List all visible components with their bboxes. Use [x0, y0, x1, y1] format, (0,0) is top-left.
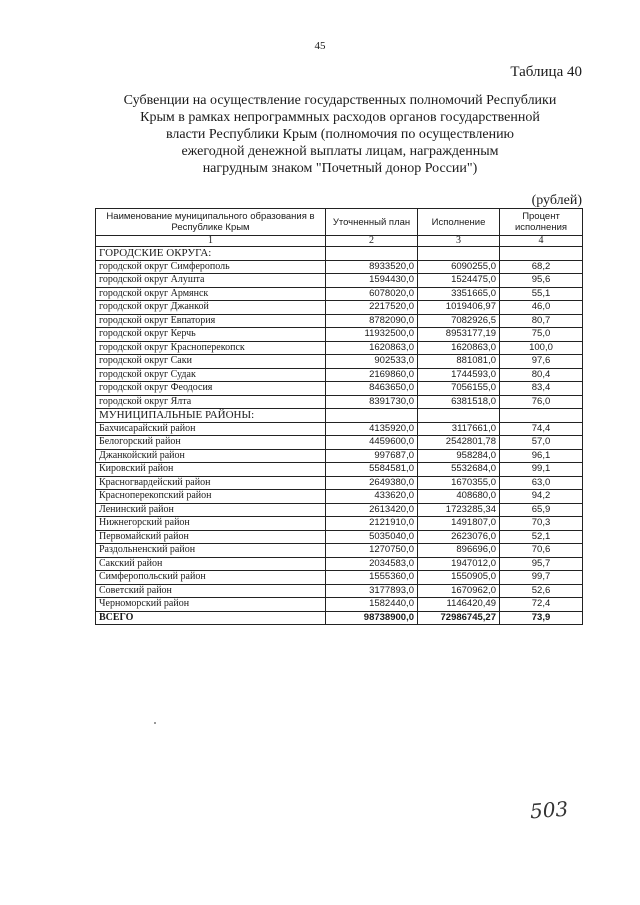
- row-name: Ленинский район: [96, 503, 326, 517]
- table-row: [96, 314, 583, 328]
- row-exec: 7056155,0: [418, 382, 500, 396]
- row-pct: 74,4: [500, 422, 583, 436]
- row-plan: 2034583,0: [326, 557, 418, 571]
- document-title: [100, 92, 580, 177]
- title-line: власти Республики Крым (полномочия по осуществлению: [165, 127, 515, 142]
- row-pct: 80,4: [500, 368, 583, 382]
- units-label: (рублей): [531, 193, 582, 208]
- row-exec: 1723285,34: [418, 503, 500, 517]
- table-row: [96, 557, 583, 571]
- row-pct: 57,0: [500, 436, 583, 450]
- row-pct: 70,6: [500, 544, 583, 558]
- header-pct: Процент исполнения: [500, 209, 583, 236]
- row-name: городской округ Керчь: [96, 328, 326, 342]
- row-exec: 1524475,0: [418, 274, 500, 288]
- row-name: ВСЕГО: [96, 611, 326, 625]
- table-row: [96, 463, 583, 477]
- row-exec: 72986745,27: [418, 611, 500, 625]
- row-exec: 6381518,0: [418, 395, 500, 409]
- row-plan: 8463650,0: [326, 382, 418, 396]
- row-exec: 881081,0: [418, 355, 500, 369]
- row-exec: 1670355,0: [418, 476, 500, 490]
- row-exec: 1670962,0: [418, 584, 500, 598]
- row-exec: 1947012,0: [418, 557, 500, 571]
- row-name: Кировский район: [96, 463, 326, 477]
- row-name: городской округ Судак: [96, 368, 326, 382]
- row-plan: 5035040,0: [326, 530, 418, 544]
- row-pct: 65,9: [500, 503, 583, 517]
- row-plan: 3177893,0: [326, 584, 418, 598]
- row-plan: 8782090,0: [326, 314, 418, 328]
- row-name: городской округ Джанкой: [96, 301, 326, 315]
- column-number: 3: [418, 236, 500, 247]
- row-plan: 1555360,0: [326, 571, 418, 585]
- row-plan: 902533,0: [326, 355, 418, 369]
- row-plan: 8933520,0: [326, 260, 418, 274]
- row-name: городской округ Армянск: [96, 287, 326, 301]
- row-plan: 2169860,0: [326, 368, 418, 382]
- column-number: 1: [96, 236, 326, 247]
- row-exec: 1620863,0: [418, 341, 500, 355]
- row-pct: 46,0: [500, 301, 583, 315]
- row-pct: 72,4: [500, 598, 583, 612]
- title-line: Крым в рамках непрограммных расходов органов государственной: [140, 110, 540, 125]
- row-pct: 83,4: [500, 382, 583, 396]
- table-row: [96, 395, 583, 409]
- empty-cell: [326, 247, 418, 261]
- page-number: 45: [314, 40, 326, 52]
- table-row: [96, 584, 583, 598]
- table-row: [96, 544, 583, 558]
- row-name: Красноперекопский район: [96, 490, 326, 504]
- row-plan: 2121910,0: [326, 517, 418, 531]
- table-row: [96, 449, 583, 463]
- table-row: [96, 260, 583, 274]
- empty-cell: [326, 409, 418, 423]
- row-plan: 1270750,0: [326, 544, 418, 558]
- row-pct: 70,3: [500, 517, 583, 531]
- row-exec: 408680,0: [418, 490, 500, 504]
- row-exec: 1491807,0: [418, 517, 500, 531]
- row-exec: 1019406,97: [418, 301, 500, 315]
- table-row: [96, 301, 583, 315]
- table-row: [96, 436, 583, 450]
- table-label: Таблица 40: [510, 64, 582, 80]
- row-pct: 63,0: [500, 476, 583, 490]
- row-exec: 2623076,0: [418, 530, 500, 544]
- row-exec: 3117661,0: [418, 422, 500, 436]
- row-name: городской округ Красноперекопск: [96, 341, 326, 355]
- row-pct: 95,6: [500, 274, 583, 288]
- row-pct: 52,1: [500, 530, 583, 544]
- empty-cell: [500, 409, 583, 423]
- row-name: Белогорский район: [96, 436, 326, 450]
- empty-cell: [418, 409, 500, 423]
- section-heading: ГОРОДСКИЕ ОКРУГА:: [96, 247, 326, 261]
- row-exec: 2542801,78: [418, 436, 500, 450]
- row-pct: 68,2: [500, 260, 583, 274]
- column-number: 4: [500, 236, 583, 247]
- total-row: [96, 611, 583, 625]
- column-number-row: [96, 236, 583, 247]
- row-plan: 997687,0: [326, 449, 418, 463]
- row-name: городской округ Ялта: [96, 395, 326, 409]
- header-exec: Исполнение: [418, 209, 500, 236]
- table-row: [96, 355, 583, 369]
- table-body: [96, 236, 583, 625]
- row-name: городской округ Саки: [96, 355, 326, 369]
- table-row: [96, 503, 583, 517]
- table-row: [96, 274, 583, 288]
- table-row: [96, 517, 583, 531]
- row-pct: 73,9: [500, 611, 583, 625]
- row-name: Советский район: [96, 584, 326, 598]
- row-exec: 3351665,0: [418, 287, 500, 301]
- row-plan: 6078020,0: [326, 287, 418, 301]
- table-row: [96, 476, 583, 490]
- row-pct: 75,0: [500, 328, 583, 342]
- empty-cell: [418, 247, 500, 261]
- row-name: Нижнегорский район: [96, 517, 326, 531]
- empty-cell: [500, 247, 583, 261]
- subventions-table: [95, 208, 583, 625]
- row-name: Бахчисарайский район: [96, 422, 326, 436]
- row-name: городской округ Симферополь: [96, 260, 326, 274]
- row-exec: 7082926,5: [418, 314, 500, 328]
- row-exec: 1146420,49: [418, 598, 500, 612]
- row-plan: 11932500,0: [326, 328, 418, 342]
- row-plan: 2613420,0: [326, 503, 418, 517]
- row-name: городской округ Алушта: [96, 274, 326, 288]
- row-pct: 97,6: [500, 355, 583, 369]
- row-exec: 958284,0: [418, 449, 500, 463]
- table-row: [96, 382, 583, 396]
- section-row: [96, 247, 583, 261]
- row-exec: 8953177,19: [418, 328, 500, 342]
- row-name: Сакский район: [96, 557, 326, 571]
- header-name: Наименование муниципального образования в Республике Крым: [96, 209, 326, 236]
- row-plan: 8391730,0: [326, 395, 418, 409]
- row-pct: 99,1: [500, 463, 583, 477]
- column-number: 2: [326, 236, 418, 247]
- row-exec: 5532684,0: [418, 463, 500, 477]
- row-plan: 98738900,0: [326, 611, 418, 625]
- row-pct: 100,0: [500, 341, 583, 355]
- row-name: городской округ Евпатория: [96, 314, 326, 328]
- row-pct: 80,7: [500, 314, 583, 328]
- table-row: [96, 422, 583, 436]
- table-row: [96, 598, 583, 612]
- table-row: [96, 287, 583, 301]
- row-name: городской округ Феодосия: [96, 382, 326, 396]
- row-name: Первомайский район: [96, 530, 326, 544]
- section-heading: МУНИЦИПАЛЬНЫЕ РАЙОНЫ:: [96, 409, 326, 423]
- row-pct: 95,7: [500, 557, 583, 571]
- row-pct: 96,1: [500, 449, 583, 463]
- section-row: [96, 409, 583, 423]
- row-exec: 896696,0: [418, 544, 500, 558]
- table-row: [96, 490, 583, 504]
- row-plan: 2649380,0: [326, 476, 418, 490]
- scan-speck: [154, 722, 156, 724]
- row-plan: 4459600,0: [326, 436, 418, 450]
- row-name: Черноморский район: [96, 598, 326, 612]
- header-row: [96, 209, 583, 236]
- row-plan: 1620863,0: [326, 341, 418, 355]
- row-plan: 2217520,0: [326, 301, 418, 315]
- row-exec: 1744593,0: [418, 368, 500, 382]
- row-pct: 76,0: [500, 395, 583, 409]
- row-name: Джанкойский район: [96, 449, 326, 463]
- row-plan: 5584581,0: [326, 463, 418, 477]
- handwritten-page-number: 503: [529, 796, 569, 824]
- row-pct: 52,6: [500, 584, 583, 598]
- table-row: [96, 530, 583, 544]
- row-plan: 4135920,0: [326, 422, 418, 436]
- row-exec: 6090255,0: [418, 260, 500, 274]
- header-plan: Уточненный план: [326, 209, 418, 236]
- title-line: нагрудным знаком "Почетный донор России"): [202, 161, 478, 176]
- row-name: Раздольненский район: [96, 544, 326, 558]
- row-plan: 1594430,0: [326, 274, 418, 288]
- row-plan: 433620,0: [326, 490, 418, 504]
- title-line: Субвенции на осуществление государственных полномочий Республики: [123, 93, 557, 108]
- row-pct: 55,1: [500, 287, 583, 301]
- title-line: ежегодной денежной выплаты лицам, награжденным: [181, 144, 499, 159]
- table-row: [96, 328, 583, 342]
- row-name: Симферопольский район: [96, 571, 326, 585]
- row-exec: 1550905,0: [418, 571, 500, 585]
- table-row: [96, 368, 583, 382]
- row-pct: 99,7: [500, 571, 583, 585]
- table-row: [96, 571, 583, 585]
- row-pct: 94,2: [500, 490, 583, 504]
- row-plan: 1582440,0: [326, 598, 418, 612]
- table-row: [96, 341, 583, 355]
- row-name: Красногвардейский район: [96, 476, 326, 490]
